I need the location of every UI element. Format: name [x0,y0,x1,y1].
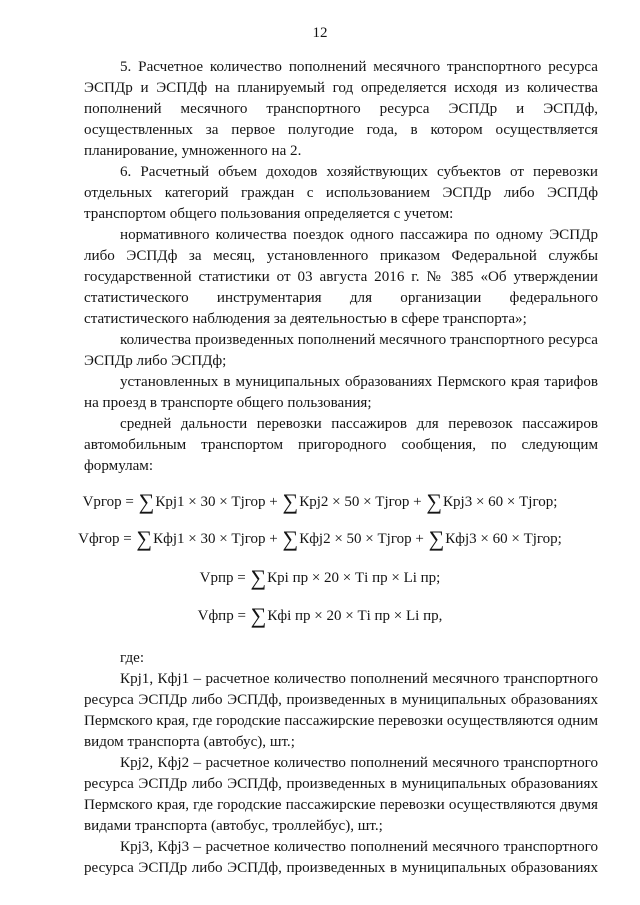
text-line: 6. Расчетный объем доходов хозяйствующих субъектов от перевозки [120,164,598,180]
text-line: ресурса ЭСПДр либо ЭСПДф, произведенных в муниципальных образованиях [84,776,598,792]
formula-term: Кpj3 × 60 × Тjгор; [443,494,558,510]
formula-lhs: Vрпр = [199,570,250,586]
sigma-symbol: ∑ [250,603,267,628]
page-number: 12 [312,25,328,41]
text-line: формулам: [84,458,154,474]
sigma-symbol: ∑ [136,526,153,551]
text-line: где: [120,650,145,666]
formula-term: Кфj3 × 60 × Тjгор; [445,531,562,547]
formula-lhs: Vргор = [82,494,138,510]
formula-term: Кpj2 × 50 × Тjгор + [299,494,426,510]
text-line: ресурса ЭСПДр либо ЭСПДф, произведенных в муниципальных образованиях [84,860,598,876]
sigma-symbol: ∑ [426,489,443,514]
text-line: статистического инструментария для организации федерального [84,290,598,306]
text-line: видом транспорта (автобус), шт.; [84,734,295,750]
sigma-symbol: ∑ [138,489,155,514]
formula-v-f-city [0,527,640,551]
text-line: Пермского края, где городские пассажирские перевозки осуществляются одним [84,713,598,729]
text-line: пополнений месячного транспортного ресурса ЭСПДр и ЭСПДф, [84,101,598,117]
text-line: Пермского края, где городские пассажирские перевозки осуществляются двумя [84,797,598,813]
text-line: средней дальности перевозки пассажиров для перевозок пассажиров [120,416,598,432]
formula-term: Кpj1 × 30 × Тjгор + [155,494,282,510]
text-line: ЭСПДр и ЭСПДф на планируемый год определяется исходя из количества [84,80,598,96]
text-line: Кpj1, Кфj1 – расчетное количество пополнений месячного транспортного [120,671,598,687]
sigma-symbol: ∑ [250,565,267,590]
text-line: Кpj3, Кфj3 – расчетное количество пополнений месячного транспортного [120,839,598,855]
text-line: осуществленных за первое полугодие года, в котором осуществляется [84,122,598,138]
text-line: видами транспорта (автобус, троллейбус), шт.; [84,818,383,834]
formula-v-r-city [0,490,640,514]
text-line: государственной статистики от 03 августа 2016 г. № 385 «Об утверждении [84,269,598,285]
formula-term: Кфj1 × 30 × Тjгор + [153,531,282,547]
sigma-symbol: ∑ [282,526,299,551]
text-line: 5. Расчетное количество пополнений месячного транспортного ресурса [120,59,598,75]
formula-term: Кфj2 × 50 × Тjгор + [299,531,428,547]
text-line: установленных в муниципальных образованиях Пермского края тарифов [120,374,598,390]
text-line: либо ЭСПДф за месяц, установленного приказом Федеральной службы [84,248,598,264]
text-line: статистического наблюдения за деятельностью в сфере транспорта»; [84,311,527,327]
text-line: ЭСПДр либо ЭСПДф; [84,353,227,369]
formula-v-f-suburban [0,604,640,628]
formula-lhs: Vфпр = [197,608,250,624]
text-line: транспортом общего пользования определяется с учетом: [84,206,454,222]
formula-term: Кpi пр × 20 × Тi пр × Li пр; [267,570,441,586]
text-line: Кpj2, Кфj2 – расчетное количество пополнений месячного транспортного [120,755,598,771]
text-line: отдельных категорий граждан с использованием ЭСПДр либо ЭСПДф [84,185,598,201]
sigma-symbol: ∑ [282,489,299,514]
text-line: на проезд в транспорте общего пользования; [84,395,372,411]
formula-term: Кфi пр × 20 × Тi пр × Li пр, [267,608,443,624]
text-line: нормативного количества поездок одного пассажира по одному ЭСПДр [120,227,598,243]
formula-lhs: Vфгор = [78,531,136,547]
text-line: автомобильным транспортом пригородного сообщения, по следующим [84,437,598,453]
text-line: количества произведенных пополнений месячного транспортного ресурса [120,332,598,348]
text-line: ресурса ЭСПДр либо ЭСПДф, произведенных в муниципальных образованиях [84,692,598,708]
sigma-symbol: ∑ [428,526,445,551]
text-line: планирование, умноженного на 2. [84,143,302,159]
formula-v-r-suburban [0,566,640,590]
